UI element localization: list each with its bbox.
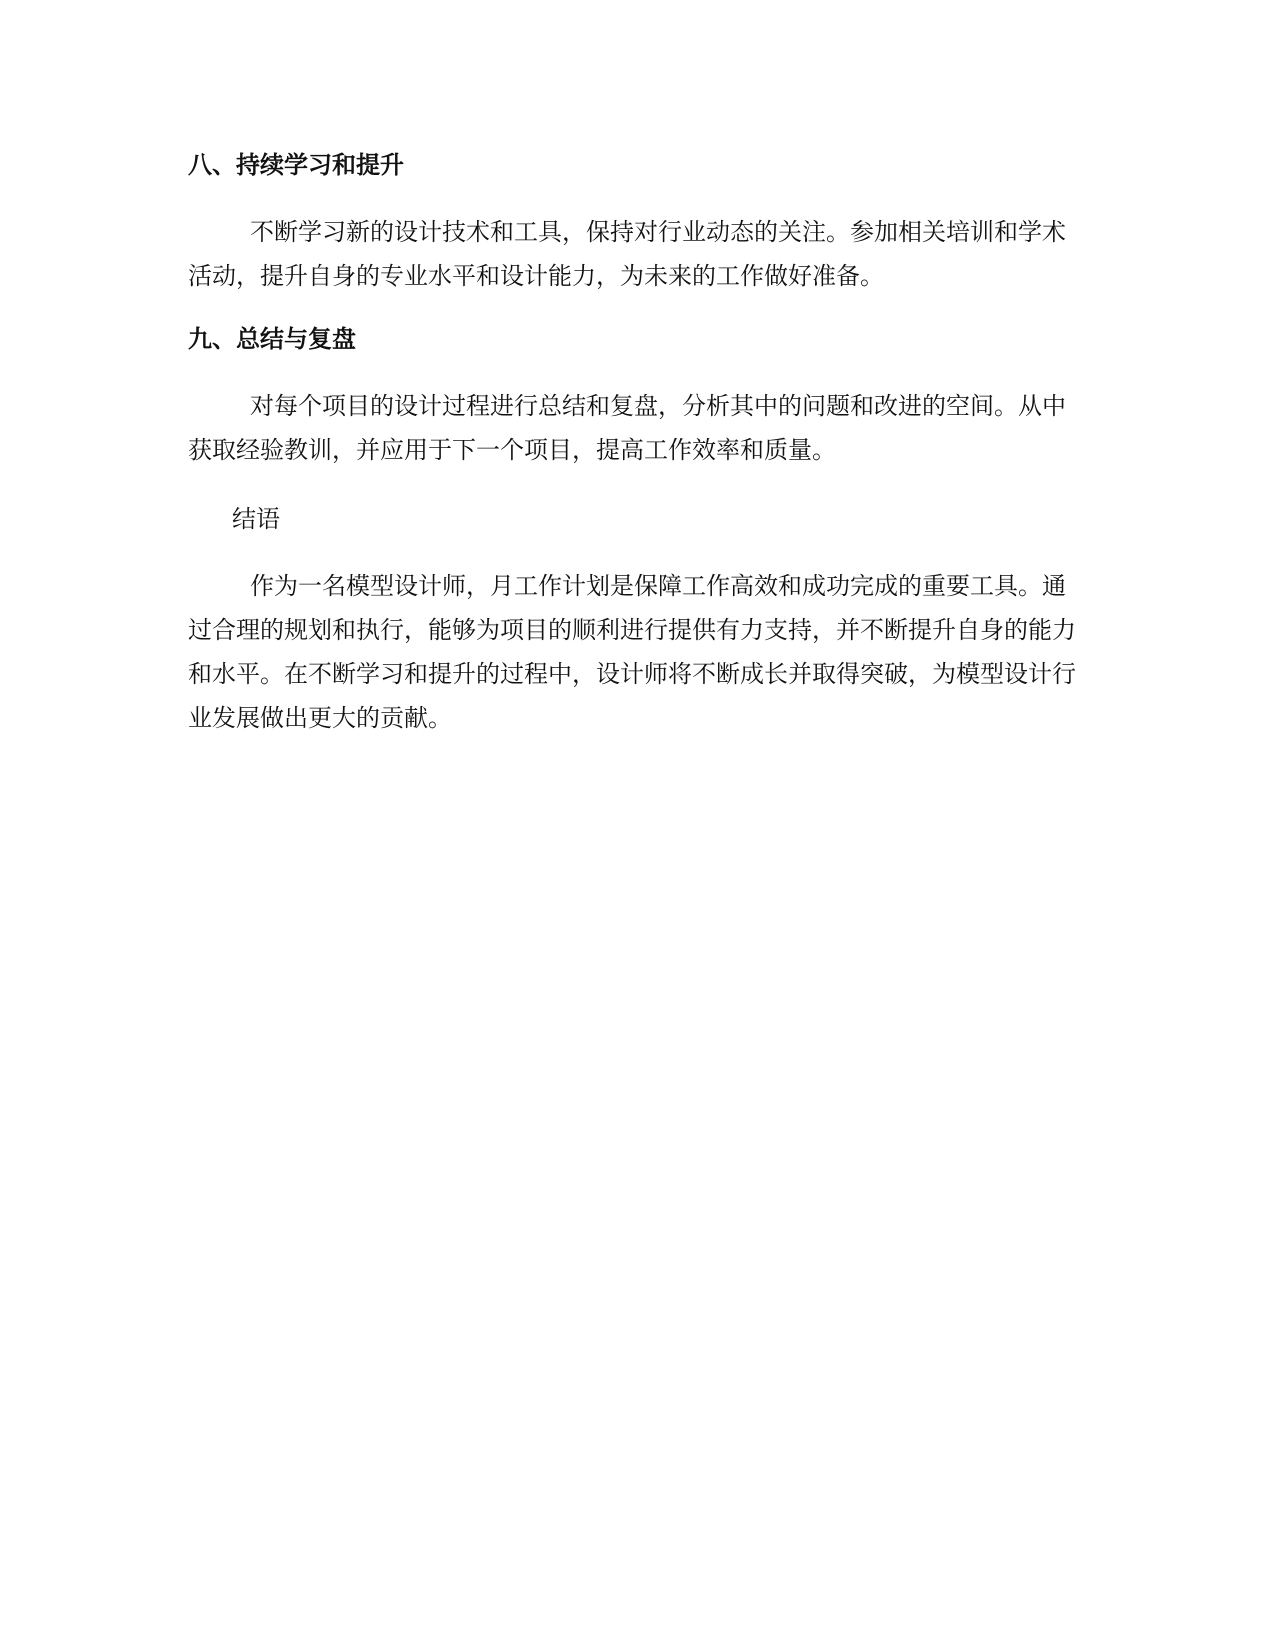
closing-title: 结语 — [232, 505, 280, 533]
section-body-continuous-learning: 不断学习新的设计技术和工具，保持对行业动态的关注。参加相关培训和学术活动，提升自身的专业水平和设计能力，为未来的工作做好准备。 — [188, 218, 1066, 290]
section-heading-continuous-learning: 八、持续学习和提升 — [188, 151, 404, 179]
page-content — [188, 148, 1088, 740]
section-heading-summary-review: 九、总结与复盘 — [188, 325, 356, 353]
section-body-summary-review: 对每个项目的设计过程进行总结和复盘，分析其中的问题和改进的空间。从中获取经验教训，并应用于下一个项目，提高工作效率和质量。 — [188, 392, 1066, 464]
closing-body: 作为一名模型设计师，月工作计划是保障工作高效和成功完成的重要工具。通过合理的规划和执行，能够为项目的顺利进行提供有力支持，并不断提升自身的能力和水平。在不断学习和提升的过程中，设计师将不断成长并取得突破，为模型设计行业发展做出更大的贡献。 — [188, 572, 1076, 732]
